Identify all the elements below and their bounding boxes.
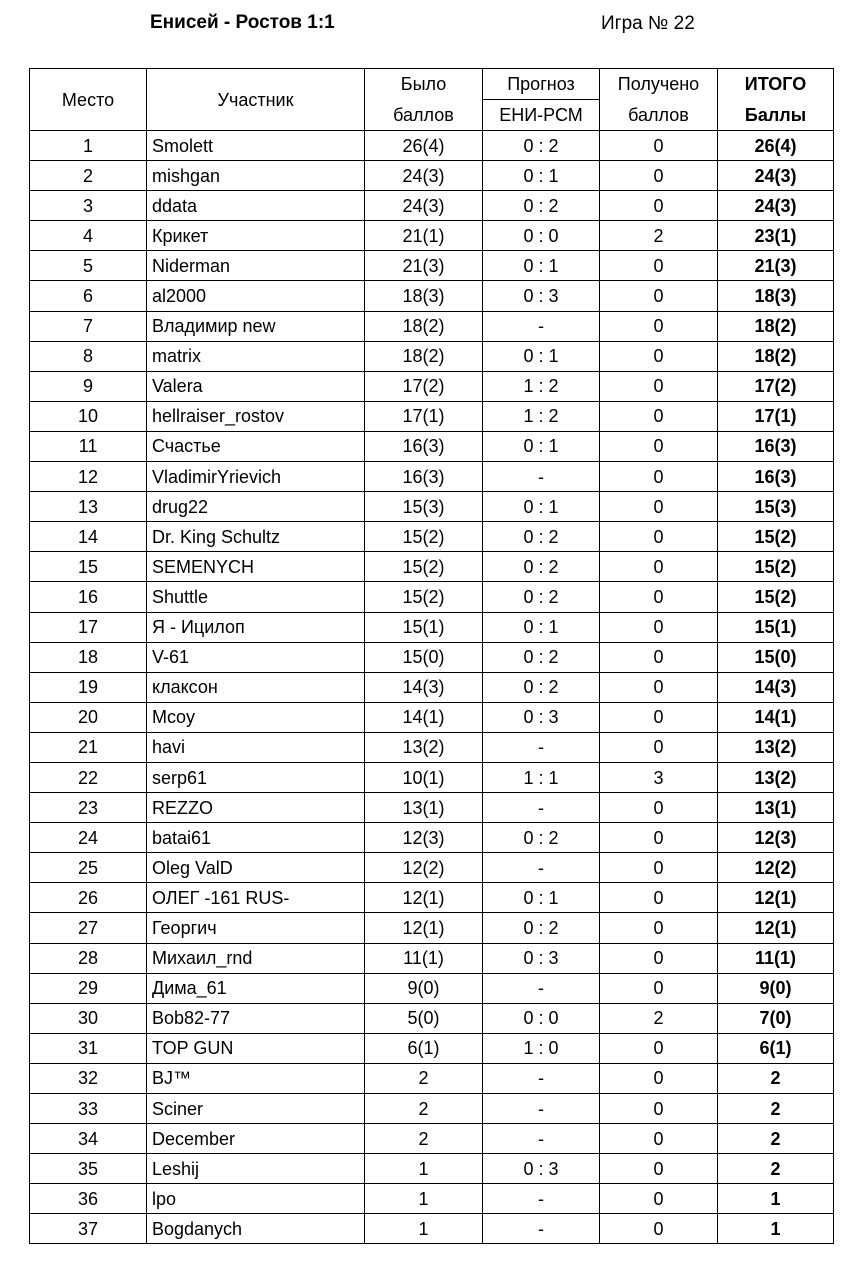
cell-total: 12(1) (718, 913, 834, 943)
cell-forecast: - (483, 732, 600, 762)
cell-was-points: 15(0) (365, 642, 483, 672)
cell-participant: Niderman (147, 251, 365, 281)
cell-got-points: 0 (600, 1214, 718, 1244)
cell-was-points: 2 (365, 1063, 483, 1093)
cell-participant: Счастье (147, 431, 365, 461)
cell-was-points: 2 (365, 1094, 483, 1124)
cell-was-points: 12(3) (365, 823, 483, 853)
table-row (30, 431, 834, 461)
cell-participant: lpo (147, 1184, 365, 1214)
match-title: Енисей - Ростов 1:1 (150, 12, 335, 33)
table-row (30, 131, 834, 161)
cell-was-points: 17(1) (365, 401, 483, 431)
cell-participant: ddata (147, 191, 365, 221)
header-forecast-line1: Прогноз (483, 69, 600, 100)
cell-place: 16 (30, 582, 147, 612)
cell-participant: Shuttle (147, 582, 365, 612)
cell-was-points: 13(2) (365, 732, 483, 762)
cell-total: 24(3) (718, 161, 834, 191)
table-row (30, 913, 834, 943)
cell-was-points: 15(3) (365, 492, 483, 522)
cell-forecast: - (483, 793, 600, 823)
cell-got-points: 2 (600, 221, 718, 251)
cell-total: 17(1) (718, 401, 834, 431)
cell-was-points: 2 (365, 1124, 483, 1154)
header-forecast-line2: ЕНИ-РСМ (483, 100, 600, 131)
cell-total: 18(2) (718, 341, 834, 371)
cell-got-points: 0 (600, 823, 718, 853)
cell-participant: V-61 (147, 642, 365, 672)
cell-total: 9(0) (718, 973, 834, 1003)
cell-total: 15(3) (718, 492, 834, 522)
cell-got-points: 0 (600, 1124, 718, 1154)
cell-was-points: 15(2) (365, 582, 483, 612)
cell-forecast: - (483, 1063, 600, 1093)
cell-got-points: 0 (600, 191, 718, 221)
cell-total: 26(4) (718, 131, 834, 161)
header-participant: Участник (147, 69, 365, 131)
cell-participant: Sciner (147, 1094, 365, 1124)
cell-total: 13(2) (718, 732, 834, 762)
cell-place: 11 (30, 431, 147, 461)
cell-place: 7 (30, 311, 147, 341)
cell-total: 18(2) (718, 311, 834, 341)
cell-participant: Dr. King Schultz (147, 522, 365, 552)
cell-forecast: 0 : 2 (483, 823, 600, 853)
cell-total: 21(3) (718, 251, 834, 281)
cell-got-points: 0 (600, 612, 718, 642)
header-place: Место (30, 69, 147, 131)
cell-participant: TOP GUN (147, 1033, 365, 1063)
table-row (30, 1033, 834, 1063)
cell-place: 28 (30, 943, 147, 973)
header-got-line2: баллов (600, 100, 718, 131)
cell-participant: hellraiser_rostov (147, 401, 365, 431)
cell-participant: Smolett (147, 131, 365, 161)
cell-was-points: 5(0) (365, 1003, 483, 1033)
cell-place: 20 (30, 702, 147, 732)
cell-was-points: 18(3) (365, 281, 483, 311)
cell-got-points: 0 (600, 732, 718, 762)
cell-place: 10 (30, 401, 147, 431)
cell-total: 2 (718, 1063, 834, 1093)
cell-participant: serp61 (147, 762, 365, 792)
cell-was-points: 18(2) (365, 341, 483, 371)
cell-place: 17 (30, 612, 147, 642)
cell-total: 12(1) (718, 883, 834, 913)
cell-total: 16(3) (718, 462, 834, 492)
table-row (30, 281, 834, 311)
cell-got-points: 0 (600, 161, 718, 191)
table-row (30, 1063, 834, 1093)
table-row (30, 462, 834, 492)
table-row (30, 612, 834, 642)
cell-got-points: 0 (600, 371, 718, 401)
cell-total: 2 (718, 1154, 834, 1184)
cell-got-points: 0 (600, 943, 718, 973)
cell-forecast: 0 : 2 (483, 552, 600, 582)
cell-forecast: 1 : 1 (483, 762, 600, 792)
cell-participant: ОЛЕГ -161 RUS- (147, 883, 365, 913)
cell-total: 15(1) (718, 612, 834, 642)
cell-place: 19 (30, 672, 147, 702)
cell-forecast: - (483, 1094, 600, 1124)
cell-was-points: 9(0) (365, 973, 483, 1003)
table-row (30, 883, 834, 913)
cell-place: 21 (30, 732, 147, 762)
cell-forecast: 0 : 3 (483, 943, 600, 973)
cell-was-points: 14(3) (365, 672, 483, 702)
cell-participant: Георгич (147, 913, 365, 943)
cell-forecast: 0 : 3 (483, 702, 600, 732)
cell-participant: Valera (147, 371, 365, 401)
cell-forecast: 1 : 0 (483, 1033, 600, 1063)
cell-was-points: 12(1) (365, 913, 483, 943)
cell-place: 13 (30, 492, 147, 522)
cell-participant: batai61 (147, 823, 365, 853)
cell-total: 2 (718, 1094, 834, 1124)
cell-total: 15(2) (718, 582, 834, 612)
cell-got-points: 0 (600, 281, 718, 311)
cell-got-points: 0 (600, 853, 718, 883)
table-row (30, 943, 834, 973)
header-got-line1: Получено (600, 69, 718, 100)
cell-was-points: 21(3) (365, 251, 483, 281)
cell-place: 35 (30, 1154, 147, 1184)
cell-place: 12 (30, 462, 147, 492)
cell-got-points: 0 (600, 672, 718, 702)
cell-participant: al2000 (147, 281, 365, 311)
cell-place: 27 (30, 913, 147, 943)
cell-forecast: 0 : 0 (483, 221, 600, 251)
cell-place: 24 (30, 823, 147, 853)
cell-participant: havi (147, 732, 365, 762)
cell-place: 15 (30, 552, 147, 582)
cell-forecast: - (483, 462, 600, 492)
cell-forecast: 0 : 1 (483, 492, 600, 522)
cell-total: 13(1) (718, 793, 834, 823)
cell-place: 3 (30, 191, 147, 221)
cell-forecast: 0 : 2 (483, 642, 600, 672)
cell-got-points: 0 (600, 131, 718, 161)
table-row (30, 221, 834, 251)
cell-participant: Михаил_rnd (147, 943, 365, 973)
table-row (30, 672, 834, 702)
cell-place: 33 (30, 1094, 147, 1124)
cell-was-points: 16(3) (365, 431, 483, 461)
cell-place: 31 (30, 1033, 147, 1063)
cell-got-points: 0 (600, 401, 718, 431)
cell-got-points: 0 (600, 251, 718, 281)
cell-participant: Дима_61 (147, 973, 365, 1003)
cell-forecast: 0 : 1 (483, 612, 600, 642)
cell-total: 15(0) (718, 642, 834, 672)
table-row (30, 642, 834, 672)
table-row (30, 492, 834, 522)
cell-got-points: 0 (600, 1033, 718, 1063)
cell-was-points: 24(3) (365, 191, 483, 221)
cell-was-points: 26(4) (365, 131, 483, 161)
table-body (30, 131, 834, 1244)
cell-forecast: - (483, 1184, 600, 1214)
cell-forecast: - (483, 311, 600, 341)
cell-total: 6(1) (718, 1033, 834, 1063)
cell-got-points: 0 (600, 913, 718, 943)
standings-table (29, 68, 834, 1244)
cell-was-points: 11(1) (365, 943, 483, 973)
cell-participant: клаксон (147, 672, 365, 702)
cell-total: 15(2) (718, 552, 834, 582)
header-total-line2: Баллы (718, 100, 834, 131)
cell-place: 9 (30, 371, 147, 401)
cell-was-points: 1 (365, 1214, 483, 1244)
cell-was-points: 15(2) (365, 522, 483, 552)
cell-total: 15(2) (718, 522, 834, 552)
table-row (30, 1214, 834, 1244)
table-row (30, 823, 834, 853)
cell-got-points: 0 (600, 1094, 718, 1124)
cell-participant: REZZO (147, 793, 365, 823)
cell-participant: Bogdanych (147, 1214, 365, 1244)
cell-participant: drug22 (147, 492, 365, 522)
cell-forecast: 1 : 2 (483, 401, 600, 431)
cell-place: 32 (30, 1063, 147, 1093)
table-row (30, 1154, 834, 1184)
cell-was-points: 17(2) (365, 371, 483, 401)
cell-forecast: - (483, 853, 600, 883)
cell-participant: mishgan (147, 161, 365, 191)
cell-got-points: 0 (600, 522, 718, 552)
table-row (30, 1184, 834, 1214)
cell-participant: VladimirYrievich (147, 462, 365, 492)
table-row (30, 1124, 834, 1154)
cell-total: 2 (718, 1124, 834, 1154)
cell-forecast: - (483, 973, 600, 1003)
cell-forecast: 1 : 2 (483, 371, 600, 401)
header-was-line1: Было (365, 69, 483, 100)
cell-was-points: 15(1) (365, 612, 483, 642)
header-total-line1: ИТОГО (718, 69, 834, 100)
cell-participant: Владимир new (147, 311, 365, 341)
game-number: Игра № 22 (601, 13, 695, 34)
cell-forecast: 0 : 1 (483, 883, 600, 913)
cell-was-points: 1 (365, 1154, 483, 1184)
cell-got-points: 0 (600, 341, 718, 371)
cell-total: 1 (718, 1184, 834, 1214)
cell-got-points: 0 (600, 311, 718, 341)
cell-total: 24(3) (718, 191, 834, 221)
cell-place: 2 (30, 161, 147, 191)
cell-place: 30 (30, 1003, 147, 1033)
cell-got-points: 0 (600, 552, 718, 582)
cell-place: 34 (30, 1124, 147, 1154)
cell-participant: Bob82-77 (147, 1003, 365, 1033)
cell-participant: Крикет (147, 221, 365, 251)
cell-total: 13(2) (718, 762, 834, 792)
cell-forecast: 0 : 2 (483, 672, 600, 702)
cell-place: 5 (30, 251, 147, 281)
cell-place: 6 (30, 281, 147, 311)
cell-got-points: 0 (600, 582, 718, 612)
cell-place: 23 (30, 793, 147, 823)
table-row (30, 552, 834, 582)
table-row (30, 401, 834, 431)
cell-total: 17(2) (718, 371, 834, 401)
table-row (30, 522, 834, 552)
table-row (30, 251, 834, 281)
cell-was-points: 24(3) (365, 161, 483, 191)
cell-was-points: 6(1) (365, 1033, 483, 1063)
cell-total: 14(1) (718, 702, 834, 732)
cell-participant: Oleg ValD (147, 853, 365, 883)
table-row (30, 702, 834, 732)
cell-place: 29 (30, 973, 147, 1003)
cell-participant: matrix (147, 341, 365, 371)
table-row (30, 1003, 834, 1033)
cell-got-points: 0 (600, 793, 718, 823)
cell-place: 4 (30, 221, 147, 251)
cell-place: 1 (30, 131, 147, 161)
cell-place: 26 (30, 883, 147, 913)
cell-got-points: 0 (600, 883, 718, 913)
cell-place: 36 (30, 1184, 147, 1214)
cell-was-points: 13(1) (365, 793, 483, 823)
cell-place: 22 (30, 762, 147, 792)
cell-got-points: 0 (600, 973, 718, 1003)
cell-got-points: 0 (600, 1063, 718, 1093)
cell-total: 16(3) (718, 431, 834, 461)
cell-total: 1 (718, 1214, 834, 1244)
cell-forecast: 0 : 2 (483, 913, 600, 943)
cell-place: 18 (30, 642, 147, 672)
cell-participant: Mcoy (147, 702, 365, 732)
cell-total: 14(3) (718, 672, 834, 702)
cell-forecast: 0 : 2 (483, 522, 600, 552)
cell-forecast: 0 : 2 (483, 191, 600, 221)
cell-was-points: 16(3) (365, 462, 483, 492)
cell-participant: Leshij (147, 1154, 365, 1184)
table-row (30, 973, 834, 1003)
cell-was-points: 18(2) (365, 311, 483, 341)
cell-participant: SEMENYCH (147, 552, 365, 582)
table-row (30, 191, 834, 221)
cell-forecast: 0 : 1 (483, 341, 600, 371)
cell-was-points: 15(2) (365, 552, 483, 582)
cell-forecast: 0 : 1 (483, 431, 600, 461)
cell-participant: Я - Ицилоп (147, 612, 365, 642)
table-row (30, 732, 834, 762)
cell-got-points: 0 (600, 462, 718, 492)
cell-got-points: 0 (600, 431, 718, 461)
table-row (30, 793, 834, 823)
cell-place: 8 (30, 341, 147, 371)
cell-participant: BJ™ (147, 1063, 365, 1093)
cell-forecast: 0 : 3 (483, 1154, 600, 1184)
header-was-line2: баллов (365, 100, 483, 131)
cell-place: 25 (30, 853, 147, 883)
cell-total: 12(2) (718, 853, 834, 883)
cell-got-points: 0 (600, 642, 718, 672)
table-header (30, 69, 834, 131)
cell-was-points: 1 (365, 1184, 483, 1214)
cell-got-points: 0 (600, 1184, 718, 1214)
cell-forecast: 0 : 0 (483, 1003, 600, 1033)
table-row (30, 161, 834, 191)
table-row (30, 341, 834, 371)
cell-forecast: 0 : 3 (483, 281, 600, 311)
cell-total: 11(1) (718, 943, 834, 973)
cell-got-points: 0 (600, 492, 718, 522)
cell-forecast: 0 : 2 (483, 131, 600, 161)
cell-total: 18(3) (718, 281, 834, 311)
table-row (30, 762, 834, 792)
table-row (30, 1094, 834, 1124)
table-row (30, 311, 834, 341)
cell-forecast: - (483, 1124, 600, 1154)
cell-total: 7(0) (718, 1003, 834, 1033)
cell-was-points: 12(1) (365, 883, 483, 913)
cell-was-points: 14(1) (365, 702, 483, 732)
table-row (30, 371, 834, 401)
cell-got-points: 0 (600, 702, 718, 732)
cell-forecast: - (483, 1214, 600, 1244)
cell-place: 14 (30, 522, 147, 552)
cell-was-points: 12(2) (365, 853, 483, 883)
cell-total: 12(3) (718, 823, 834, 853)
cell-got-points: 3 (600, 762, 718, 792)
cell-got-points: 2 (600, 1003, 718, 1033)
cell-got-points: 0 (600, 1154, 718, 1184)
table-row (30, 582, 834, 612)
cell-forecast: 0 : 1 (483, 161, 600, 191)
cell-total: 23(1) (718, 221, 834, 251)
cell-place: 37 (30, 1214, 147, 1244)
cell-was-points: 21(1) (365, 221, 483, 251)
cell-participant: December (147, 1124, 365, 1154)
cell-forecast: 0 : 2 (483, 582, 600, 612)
table-row (30, 853, 834, 883)
cell-was-points: 10(1) (365, 762, 483, 792)
cell-forecast: 0 : 1 (483, 251, 600, 281)
